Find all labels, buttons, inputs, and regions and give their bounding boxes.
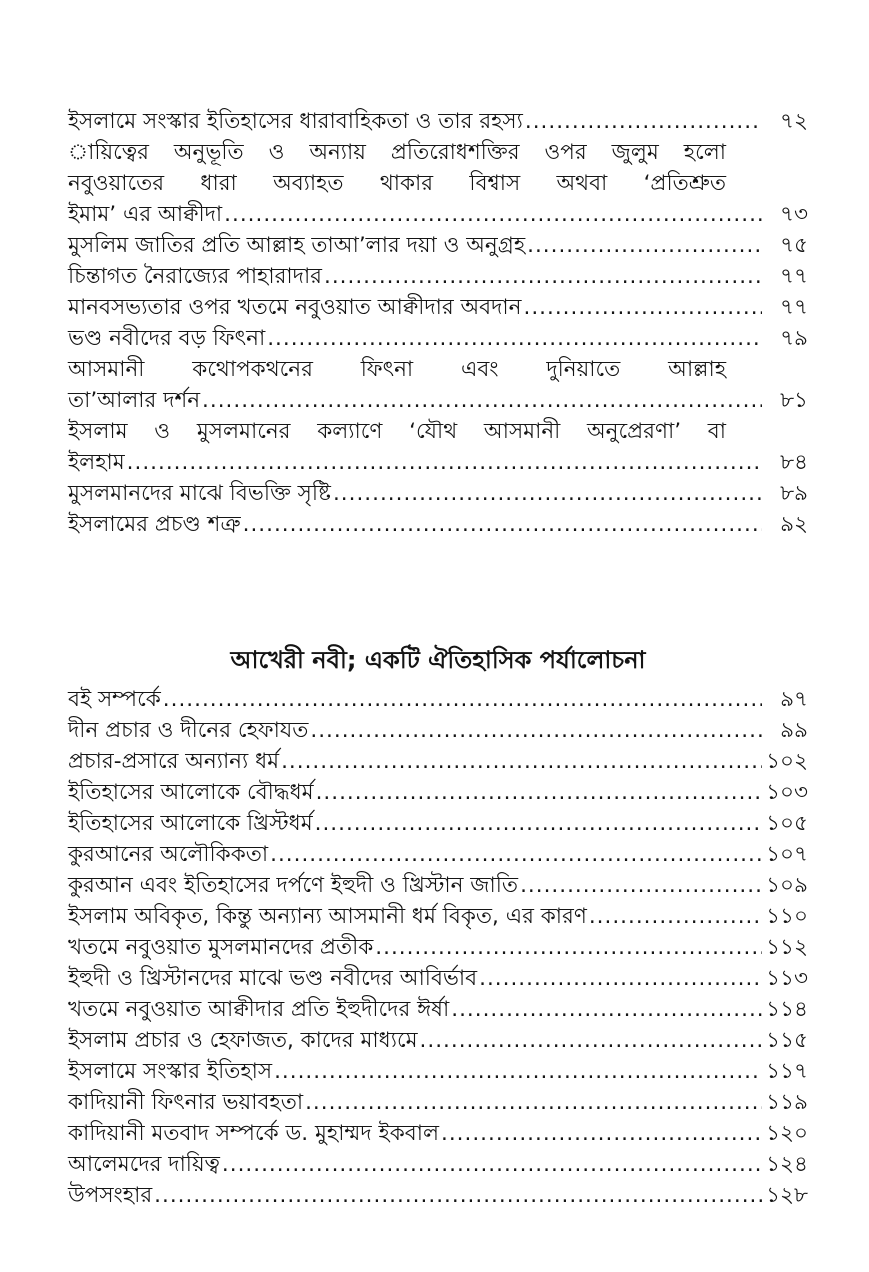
dot-leader: [520, 870, 762, 901]
toc-section-2: [68, 684, 808, 1211]
toc-entry-line: [68, 447, 808, 478]
dot-leader: [375, 932, 762, 963]
toc-page-number: ৭৭: [780, 264, 808, 289]
toc-entry: [68, 323, 808, 354]
toc-entry-line: [68, 509, 808, 540]
toc-entry-line: [68, 106, 808, 137]
toc-entry-title-line: আসমানী কথোপকথনের ফিৎনা এবং দুনিয়াতে আল্লাহ: [68, 357, 726, 382]
toc-entry-line: [68, 1118, 808, 1149]
toc-page-number: ১১৭: [766, 1059, 808, 1084]
toc-entry-line: [68, 715, 808, 746]
toc-page-number: ৯৯: [780, 718, 808, 743]
toc-entry: [68, 354, 808, 416]
toc-entry-line: [68, 870, 808, 901]
dot-leader: [589, 901, 762, 932]
dot-leader: [525, 106, 762, 137]
toc-entry-title: ইহুদী ও খ্রিস্টানদের মাঝে ভণ্ড নবীদের আবির্ভাব: [68, 966, 478, 991]
toc-entry-title: ইসলাম প্রচার ও হেফাজত, কাদের মাধ্যমে: [68, 1028, 418, 1053]
dot-leader: [270, 839, 762, 870]
toc-entry-title: মুসলিম জাতির প্রতি আল্লাহ তাআ’লার দয়া ও অনুগ্রহ: [68, 233, 526, 258]
toc-entry-title: আলেমদের দায়িত্ব: [68, 1152, 220, 1177]
toc-entry-line: [68, 1087, 808, 1118]
toc-entry-line: [68, 385, 808, 416]
toc-entry: [68, 870, 808, 901]
toc-entry-line: [68, 808, 808, 839]
toc-entry-title: মুসলমানদের মাঝে বিভক্তি সৃষ্টি: [68, 481, 331, 506]
dot-leader: [527, 230, 762, 261]
toc-page-number: ১১৫: [766, 1028, 808, 1053]
toc-entry: [68, 932, 808, 963]
toc-entry-title: কাদিয়ানী মতবাদ সম্পর্কে ড. মুহাম্মদ ইকবাল: [68, 1121, 439, 1146]
toc-entry-line: [68, 230, 808, 261]
toc-entry: [68, 715, 808, 746]
toc-entry-title: কুরআন এবং ইতিহাসের দর্পণে ইহুদী ও খ্রিস্টান জাতি: [68, 873, 519, 898]
toc-entry-line: [68, 839, 808, 870]
dot-leader: [154, 1180, 762, 1211]
toc-entry: [68, 261, 808, 292]
toc-entry-title-line: ইসলাম ও মুসলমানের কল্যাণে ‘যৌথ আসমানী অনুপ্রেরণা’ বা: [68, 419, 726, 444]
toc-entry-title: ইতিহাসের আলোকে বৌদ্ধধর্ম: [68, 780, 314, 805]
dot-leader: [267, 323, 762, 354]
toc-entry: [68, 230, 808, 261]
toc-entry-line: [68, 1180, 808, 1211]
toc-entry: [68, 509, 808, 540]
toc-entry-title: ভণ্ড নবীদের বড় ফিৎনা: [68, 326, 266, 351]
toc-entry-line: [68, 261, 808, 292]
toc-page-number: ১০৯: [766, 873, 808, 898]
dot-leader: [310, 715, 762, 746]
toc-entry-title: উপসংহার: [68, 1183, 153, 1208]
dot-leader: [274, 1056, 762, 1087]
dot-leader: [243, 509, 762, 540]
toc-entry: [68, 416, 808, 478]
toc-entry: [68, 777, 808, 808]
toc-page-number: ৭৩: [780, 202, 808, 227]
toc-page-number: ১০৩: [766, 780, 808, 805]
section-heading: আখেরী নবী; একটি ঐতিহাসিক পর্যালোচনা: [230, 646, 646, 674]
toc-entry-line: [68, 1056, 808, 1087]
toc-page-number: ১১৩: [766, 966, 808, 991]
toc-entry-line: [68, 994, 808, 1025]
toc-entry-title: মানবসভ্যতার ওপর খতমে নবুওয়াত আক্বীদার অবদান: [68, 295, 522, 320]
toc-entry-title-line: নবুওয়াতের ধারা অব্যাহত থাকার বিশ্বাস অথবা ‘প্রতিশ্রুত: [68, 171, 726, 196]
dot-leader: [524, 292, 763, 323]
toc-page-number: ১১২: [766, 935, 808, 960]
toc-page-number: ৭৫: [780, 233, 808, 258]
toc-entry: [68, 1025, 808, 1056]
toc-entry-line: [68, 901, 808, 932]
toc-entry-title: দীন প্রচার ও দীনের হেফাযত: [68, 718, 309, 743]
dot-leader: [479, 963, 762, 994]
toc-entry-title: চিন্তাগত নৈরাজ্যের পাহারাদার: [68, 264, 322, 289]
toc-entry: [68, 106, 808, 137]
dot-leader: [163, 684, 762, 715]
dot-leader: [305, 1087, 762, 1118]
toc-entry-title-line: ায়িত্বের অনুভূতি ও অন্যায় প্রতিরোধশক্তির ওপর জুলুম হলো: [68, 140, 726, 165]
toc-entry-line: [68, 746, 808, 777]
dot-leader: [202, 385, 762, 416]
toc-entry: [68, 137, 808, 230]
dot-leader: [420, 1025, 762, 1056]
toc-entry-title: ইমাম’ এর আক্বীদা: [68, 202, 223, 227]
toc-page-number: ১০২: [766, 749, 808, 774]
toc-entry-title: খতমে নবুওয়াত মুসলমানদের প্রতীক: [68, 935, 374, 960]
toc-entry-line: [68, 1025, 808, 1056]
dot-leader: [222, 1149, 762, 1180]
toc-entry-line: [68, 1149, 808, 1180]
dot-leader: [315, 808, 762, 839]
toc-entry-line: [68, 777, 808, 808]
toc-entry-title: ইসলামের প্রচণ্ড শত্রু: [68, 512, 241, 537]
dot-leader: [324, 261, 762, 292]
toc-entry-title: কাদিয়ানী ফিৎনার ভয়াবহতা: [68, 1090, 304, 1115]
toc-page-number: ৮১: [780, 388, 808, 413]
toc-entry-line: [68, 323, 808, 354]
toc-entry: [68, 839, 808, 870]
toc-entry-title: ইসলামে সংস্কার ইতিহাসের ধারাবাহিকতা ও তার রহস্য: [68, 109, 523, 134]
toc-entry-title: ইসলাম অবিকৃত, কিন্তু অন্যান্য আসমানী ধর্ম বিকৃত, এর কারণ: [68, 904, 587, 929]
toc-entry: [68, 808, 808, 839]
toc-entry: [68, 684, 808, 715]
toc-entry: [68, 963, 808, 994]
toc-section-1: [68, 106, 808, 540]
toc-entry-title: তা’আলার দর্শন: [68, 388, 201, 413]
dot-leader: [281, 746, 762, 777]
toc-entry-line: [68, 932, 808, 963]
toc-entry-title: খতমে নবুওয়াত আক্বীদার প্রতি ইহুদীদের ঈর্ষা: [68, 997, 450, 1022]
toc-entry-title: ইতিহাসের আলোকে খ্রিস্টধর্ম: [68, 811, 313, 836]
toc-entry-line: [68, 963, 808, 994]
toc-entry-title: প্রচার-প্রসারে অন্যান্য ধর্ম: [68, 749, 280, 774]
toc-entry: [68, 1149, 808, 1180]
toc-entry-title: কুরআনের অলৌকিকতা: [68, 842, 269, 867]
toc-entry: [68, 478, 808, 509]
toc-page-number: ১২০: [766, 1121, 808, 1146]
toc-page-number: ১১৯: [766, 1090, 808, 1115]
toc-entry: [68, 292, 808, 323]
dot-leader: [441, 1118, 762, 1149]
toc-page-number: ১১০: [766, 904, 808, 929]
toc-entry-line: [68, 292, 808, 323]
toc-entry-line: [68, 684, 808, 715]
toc-entry-title: ইসলামে সংস্কার ইতিহাস: [68, 1059, 273, 1084]
toc-entry-title: বই সম্পর্কে: [68, 687, 161, 712]
toc-entry: [68, 1087, 808, 1118]
dot-leader: [316, 777, 762, 808]
toc-entry: [68, 994, 808, 1025]
toc-entry: [68, 1118, 808, 1149]
toc-entry: [68, 746, 808, 777]
toc-entry: [68, 1056, 808, 1087]
toc-page-number: ১২৪: [766, 1152, 808, 1177]
dot-leader: [127, 447, 762, 478]
toc-page-number: ৮৪: [780, 450, 808, 475]
dot-leader: [224, 199, 762, 230]
toc-page-number: ৭৯: [780, 326, 808, 351]
toc-page-number: ১০৭: [766, 842, 808, 867]
toc-page-number: ১২৮: [766, 1183, 808, 1208]
toc-entry-line: [68, 199, 808, 230]
toc-entry: [68, 1180, 808, 1211]
dot-leader: [451, 994, 762, 1025]
toc-page-number: ৭২: [780, 109, 808, 134]
toc-entry: [68, 901, 808, 932]
toc-page-number: ৮৯: [780, 481, 808, 506]
toc-entry-line: [68, 478, 808, 509]
toc-entry-title: ইলহাম: [68, 450, 125, 475]
toc-page-number: ১০৫: [766, 811, 808, 836]
toc-page-number: ১১৪: [766, 997, 808, 1022]
toc-page-number: ৯২: [780, 512, 808, 537]
toc-page-number: ৭৭: [780, 295, 808, 320]
toc-page-number: ৯৭: [780, 687, 808, 712]
dot-leader: [333, 478, 762, 509]
